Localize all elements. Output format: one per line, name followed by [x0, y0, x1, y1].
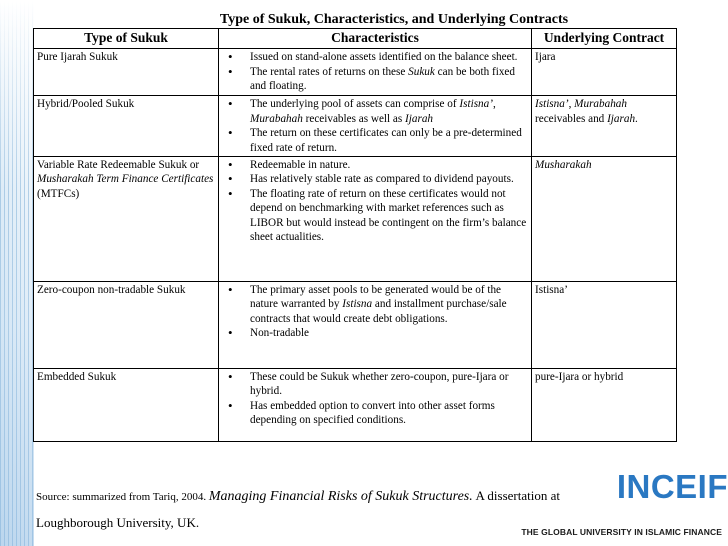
decorative-gradient [0, 0, 34, 546]
table-row [34, 49, 677, 96]
page-title: Type of Sukuk, Characteristics, and Underlying Contracts [219, 12, 569, 27]
list-item: • The primary asset pools to be generated would be of the nature warranted by Istisna and installment purchase/sale contracts that would create debt obligations. [250, 283, 528, 326]
source-book-title: Managing Financial Risks of Sukuk Structures. [208, 489, 473, 504]
list-item: • The underlying pool of assets can comprise of Istisna’, Murabahah receivables as well as Ijarah [250, 97, 528, 126]
cell-type: Zero-coupon non-tradable Sukuk [34, 282, 219, 369]
characteristics-list [222, 97, 528, 155]
cell-type: Pure Ijarah Sukuk [34, 49, 219, 96]
logo-wordmark: INCEIF [616, 468, 728, 505]
list-item: • Issued on stand-alone assets identified on the balance sheet. [250, 50, 528, 64]
sukuk-table [33, 28, 677, 442]
cell-contract: pure-Ijara or hybrid [532, 369, 677, 442]
characteristics-list [222, 158, 528, 244]
list-item: • Has embedded option to convert into other asset forms depending on specified conditions. [250, 399, 528, 428]
header-row [34, 29, 677, 49]
cell-characteristics [219, 369, 532, 442]
cell-type: Hybrid/Pooled Sukuk [34, 96, 219, 157]
inceif-logo [521, 468, 728, 546]
characteristics-list [222, 370, 528, 428]
header-characteristics: Characteristics [219, 29, 532, 49]
cell-contract: Istisna’, Murabahah receivables and Ijarah. [532, 96, 677, 157]
cell-contract: Ijara [532, 49, 677, 96]
table-row [34, 96, 677, 157]
cell-characteristics [219, 49, 532, 96]
cell-type: Embedded Sukuk [34, 369, 219, 442]
list-item: • The return on these certificates can only be a pre-determined fixed rate of return. [250, 126, 528, 155]
list-item: • Redeemable in nature. [250, 158, 528, 172]
list-item: • Non-tradable [250, 326, 528, 340]
header-contract: Underlying Contract [532, 29, 677, 49]
cell-characteristics [219, 157, 532, 282]
source-institution: Loughborough University, UK. [36, 515, 200, 530]
source-suffix: A dissertation at [475, 488, 560, 503]
table-row [34, 369, 677, 442]
cell-type: Variable Rate Redeemable Sukuk or Musharakah Term Finance Certificates (MTFCs) [34, 157, 219, 282]
source-prefix: Source: summarized from Tariq, 2004. [36, 491, 207, 503]
cell-contract: Musharakah [532, 157, 677, 282]
cell-characteristics [219, 96, 532, 157]
cell-characteristics [219, 282, 532, 369]
table-row [34, 282, 677, 369]
list-item: • The rental rates of returns on these Sukuk can be both fixed and floating. [250, 65, 528, 94]
table-row [34, 157, 677, 282]
header-type: Type of Sukuk [34, 29, 219, 49]
list-item: • The floating rate of return on these certificates would not depend on benchmarking with market references such as LIBOR but would instead be contingent on the firm’s balance sheet actualities. [250, 187, 528, 245]
characteristics-list [222, 50, 528, 93]
list-item: • These could be Sukuk whether zero-coupon, pure-Ijara or hybrid. [250, 370, 528, 399]
logo-tagline: THE GLOBAL UNIVERSITY IN ISLAMIC FINANCE [521, 527, 722, 537]
characteristics-list [222, 283, 528, 341]
list-item: • Has relatively stable rate as compared to dividend payouts. [250, 172, 528, 186]
cell-contract: Istisna’ [532, 282, 677, 369]
